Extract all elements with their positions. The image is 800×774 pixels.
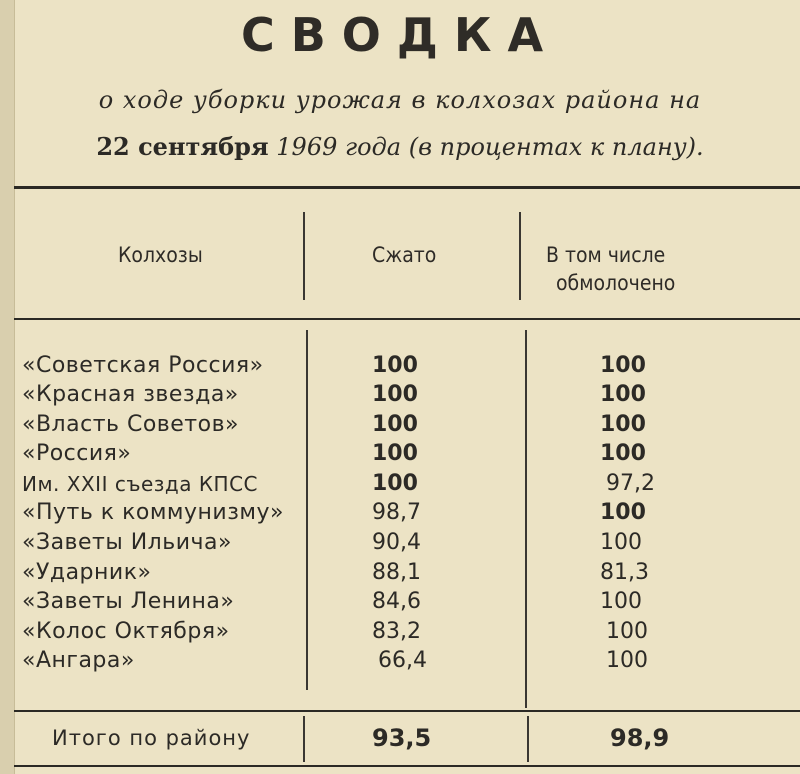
kolkhoz-name: «Ударник» <box>22 560 152 585</box>
total-top-rule <box>14 710 800 712</box>
harvested-value: 83,2 <box>372 619 421 644</box>
header-divider-1 <box>303 212 305 300</box>
harvested-value: 100 <box>372 353 418 378</box>
threshed-value: 100 <box>600 353 646 378</box>
header-harvested: Сжато <box>372 243 437 267</box>
subtitle-line-2 <box>0 132 800 161</box>
threshed-value: 100 <box>600 589 642 614</box>
threshed-value: 100 <box>600 500 646 525</box>
table-row <box>0 646 800 676</box>
subtitle-rest: 1969 года (в процентах к плану). <box>276 133 704 161</box>
harvested-value: 90,4 <box>372 530 421 555</box>
kolkhoz-name: «Колос Октября» <box>22 619 230 644</box>
threshed-value: 100 <box>600 441 646 466</box>
total-divider-1 <box>303 716 305 762</box>
kolkhoz-name: «Путь к коммунизму» <box>22 500 284 525</box>
table-row <box>0 439 800 469</box>
table-row <box>0 617 800 647</box>
page-title: СВОДКА <box>240 8 560 62</box>
kolkhoz-name: «Ангара» <box>22 648 135 673</box>
table-bottom-rule <box>14 765 800 767</box>
table-top-rule <box>14 186 800 189</box>
kolkhoz-name: «Советская Россия» <box>22 353 264 378</box>
harvested-value: 100 <box>372 441 418 466</box>
header-divider-2 <box>519 212 521 300</box>
harvested-value: 100 <box>372 412 418 437</box>
header-kolkhozy: Колхозы <box>118 243 203 267</box>
threshed-value: 100 <box>600 530 642 555</box>
harvested-value: 88,1 <box>372 560 421 585</box>
threshed-value: 100 <box>606 648 648 673</box>
harvested-value: 98,7 <box>372 500 421 525</box>
table-row <box>0 380 800 410</box>
kolkhoz-name: Им. XXII съезда КПСС <box>22 472 258 496</box>
total-harvested-value: 93,5 <box>372 724 432 752</box>
header-threshed-line1: В том числе <box>546 243 666 267</box>
table-row <box>0 469 800 499</box>
table-row <box>0 410 800 440</box>
table-row <box>0 558 800 588</box>
total-divider-2 <box>527 716 529 762</box>
table-row <box>0 351 800 381</box>
kolkhoz-name: «Заветы Ленина» <box>22 589 235 614</box>
header-bottom-rule <box>14 318 800 320</box>
threshed-value: 100 <box>600 412 646 437</box>
header-threshed-line2: обмолочено <box>556 271 676 295</box>
threshed-value: 97,2 <box>606 471 655 496</box>
kolkhoz-name: «Россия» <box>22 441 132 466</box>
subtitle-date: 22 сентября <box>96 132 269 161</box>
harvested-value: 66,4 <box>378 648 427 673</box>
threshed-value: 81,3 <box>600 560 649 585</box>
total-label: Итого по району <box>52 726 251 750</box>
threshed-value: 100 <box>606 619 648 644</box>
total-threshed-value: 98,9 <box>610 724 670 752</box>
table-row <box>0 587 800 617</box>
harvested-value: 100 <box>372 471 418 496</box>
subtitle-line-1: о ходе уборки урожая в колхозах района на <box>98 86 702 114</box>
threshed-value: 100 <box>600 382 646 407</box>
harvested-value: 100 <box>372 382 418 407</box>
kolkhoz-name: «Власть Советов» <box>22 412 239 437</box>
harvested-value: 84,6 <box>372 589 421 614</box>
kolkhoz-name: «Заветы Ильича» <box>22 530 232 555</box>
kolkhoz-name: «Красная звезда» <box>22 382 239 407</box>
table-row <box>0 498 800 528</box>
table-row <box>0 528 800 558</box>
